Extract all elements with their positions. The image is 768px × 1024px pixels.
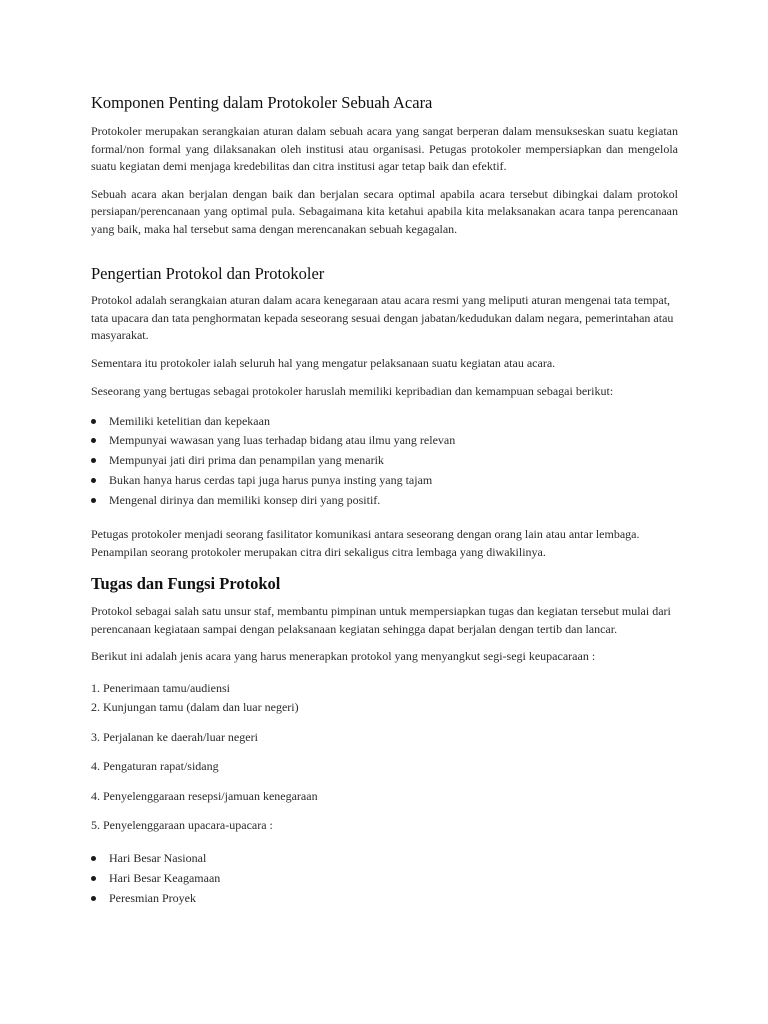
numbered-item: 3. Perjalanan ke daerah/luar negeri xyxy=(91,729,258,744)
list-item: Hari Besar Nasional xyxy=(91,850,678,870)
paragraph-kepribadian: Seseorang yang bertugas sebagai protokoler haruslah memiliki kepribadian dan kemampuan sebagai berikut: xyxy=(91,384,614,398)
numbered-item: 5. Penyelenggaraan upacara-upacara : xyxy=(91,818,273,833)
list-kemampuan xyxy=(91,413,678,512)
list-item: Mempunyai wawasan yang luas terhadap bidang atau ilmu yang relevan xyxy=(91,432,678,452)
list-item: Mempunyai jati diri prima dan penampilan yang menarik xyxy=(91,452,678,472)
heading-tugas-fungsi: Tugas dan Fungsi Protokol xyxy=(91,574,281,594)
list-item: Memiliki ketelitian dan kepekaan xyxy=(91,413,678,433)
paragraph-unsur-staf: Protokol sebagai salah satu unsur staf, membantu pimpinan untuk mempersiapkan tugas dan kegiatan tersebut mulai dari perencanaan kegiataan sampai dengan pelaksanaan kegiatan sehingga dapat berjalan dengan tertib dan lancar. xyxy=(91,604,671,636)
numbered-item: 1. Penerimaan tamu/audiensi xyxy=(91,680,230,695)
paragraph-acara-optimal: Sebuah acara akan berjalan dengan baik dan berjalan secara optimal apabila acara tersebut dibingkai dalam protokol persiapan/perencanaan yang optimal pula. Sebagaimana kita ketahui apabila kita melaksanakan acara tanpa perencanaan yang baik, maka hal tersebut sama dengan merencanakan sebuah kegagalan. xyxy=(91,186,678,236)
paragraph-protokol-definition: Protokol adalah serangkaian aturan dalam acara kenegaraan atau acara resmi yang meliputi aturan mengenai tata tempat, tata upacara dan tata penghormatan kepada seseorang sesuai dengan jabatan/kedudukan dalam negara, pemerintahan atau masyarakat. xyxy=(91,293,674,342)
numbered-item: 2. Kunjungan tamu (dalam dan luar negeri) xyxy=(91,700,299,715)
numbered-item: 4. Pengaturan rapat/sidang xyxy=(91,759,219,774)
numbered-item: 4. Penyelenggaraan resepsi/jamuan kenegaraan xyxy=(91,788,318,803)
document-content xyxy=(91,92,678,909)
list-item: Hari Besar Keagamaan xyxy=(91,870,678,890)
list-upacara xyxy=(91,850,678,909)
paragraph-protokoler-definition: Sementara itu protokoler ialah seluruh hal yang mengatur pelaksanaan suatu kegiatan atau acara. xyxy=(91,355,556,370)
list-item: Peresmian Proyek xyxy=(91,890,678,910)
list-item: Mengenal dirinya dan memiliki konsep diri yang positif. xyxy=(91,492,678,512)
heading-komponen: Komponen Penting dalam Protokoler Sebuah Acara xyxy=(91,93,433,112)
paragraph-jenis-acara: Berikut ini adalah jenis acara yang harus menerapkan protokol yang menyangkut segi-segi keupacaraan : xyxy=(91,649,596,664)
list-item: Bukan hanya harus cerdas tapi juga harus punya insting yang tajam xyxy=(91,472,678,492)
heading-pengertian: Pengertian Protokol dan Protokoler xyxy=(91,264,325,283)
paragraph-protokoler-intro: Protokoler merupakan serangkaian aturan dalam sebuah acara yang sangat berperan dalam mensukseskan suatu kegiatan formal/non formal yang dilaksanakan oleh institusi atau organisasi. Petugas protokoler mempersiapkan dan mengelola suatu kegiatan demi menjaga kredebilitas dan citra institusi agar tetap baik dan efektif. xyxy=(91,124,678,173)
paragraph-fasilitator: Petugas protokoler menjadi seorang fasilitator komunikasi antara seseorang dengan orang lain atau antar lembaga. Penampilan seorang protokoler merupakan citra diri sekaligus citra lembaga yang diwakilinya. xyxy=(91,527,640,559)
